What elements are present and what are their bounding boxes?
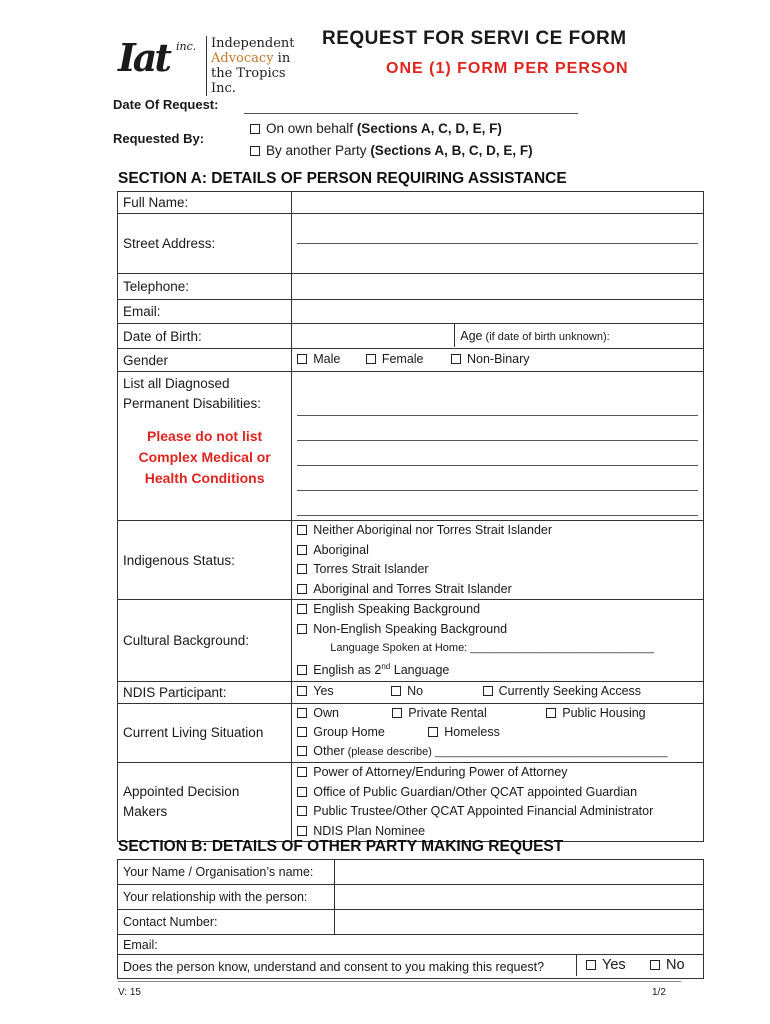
disabilities-line: [297, 466, 698, 491]
telephone-label: Telephone:: [118, 274, 292, 300]
street-address-label: Street Address:: [118, 214, 292, 274]
disabilities-line: [297, 416, 698, 441]
warning-line-3: Health Conditions: [144, 470, 265, 486]
checkbox[interactable]: [392, 708, 402, 718]
option-superscript: nd: [381, 662, 391, 671]
checkbox[interactable]: [428, 727, 438, 737]
gender-male-option[interactable]: [297, 352, 340, 366]
decision-maker-option[interactable]: [297, 783, 698, 803]
consent-divider: [576, 954, 577, 976]
age-text: Age: [460, 329, 483, 343]
your-name-label: Your Name / Organisation’s name:: [118, 860, 335, 885]
cultural-background-label: Cultural Background:: [118, 600, 292, 682]
relationship-label: Your relationship with the person:: [118, 885, 335, 910]
option-text: Aboriginal and Torres Strait Islander: [313, 581, 512, 596]
checkbox[interactable]: [250, 146, 260, 156]
ndis-seeking-option[interactable]: [483, 684, 641, 698]
disabilities-label-line-1: List all Diagnosed: [123, 376, 230, 391]
option-text: English as 2: [313, 663, 382, 678]
organisation-logo: [118, 34, 308, 96]
section-b-table: [117, 859, 704, 979]
logo-line-2: [211, 51, 308, 66]
section-b-title: SECTION B: DETAILS OF OTHER PARTY MAKING REQUEST: [118, 838, 564, 855]
form-subtitle: ONE (1) FORM PER PERSON: [386, 60, 629, 77]
logo-mark: Iat: [118, 35, 169, 80]
option-text: No: [666, 957, 685, 973]
option-text: Office of Public Guardian/Other QCAT appointed Guardian: [313, 784, 638, 799]
form-title: REQUEST FOR SERVI CE FORM: [322, 28, 627, 49]
address-line: [297, 243, 698, 244]
checkbox[interactable]: [586, 960, 596, 970]
living-own-option[interactable]: [297, 704, 339, 724]
option-text: Public Housing: [562, 705, 646, 720]
checkbox[interactable]: [297, 686, 307, 696]
option-text: Yes: [602, 957, 626, 973]
living-row-2: [297, 723, 698, 742]
checkbox[interactable]: [297, 708, 307, 718]
checkbox[interactable]: [297, 624, 307, 634]
option-text: No: [407, 684, 424, 699]
date-of-birth-label: Date of Birth:: [118, 324, 292, 349]
full-name-field[interactable]: [292, 192, 704, 214]
checkbox[interactable]: [451, 354, 461, 364]
footer-divider: [118, 981, 681, 982]
living-group-home-option[interactable]: [297, 723, 385, 743]
decision-maker-option[interactable]: [297, 802, 698, 822]
option-text: Male: [313, 352, 341, 367]
checkbox[interactable]: [483, 686, 493, 696]
date-of-birth-field[interactable]: [292, 324, 704, 349]
telephone-field[interactable]: [292, 274, 704, 300]
living-private-rental-option[interactable]: [392, 704, 487, 724]
gender-label: Gender: [118, 349, 292, 372]
living-other-option[interactable]: [297, 742, 698, 763]
option-text: Female: [381, 352, 424, 367]
consent-no-option[interactable]: [650, 957, 685, 973]
decision-makers-label-cell: [118, 763, 292, 842]
checkbox[interactable]: [391, 686, 401, 696]
section-a-table: [117, 191, 704, 842]
section-a-title: SECTION A: DETAILS OF PERSON REQUIRING ASSISTANCE: [118, 170, 567, 187]
age-label: [460, 329, 609, 343]
warning-line-2: Complex Medical or: [138, 449, 271, 465]
checkbox[interactable]: [297, 806, 307, 816]
option-text: Power of Attorney/Enduring Power of Attorney: [313, 765, 568, 780]
option-text: Other: [313, 743, 345, 758]
living-homeless-option[interactable]: [428, 723, 500, 743]
option-text: Private Rental: [408, 705, 487, 720]
decision-maker-option[interactable]: [297, 763, 698, 783]
requested-by-own-option[interactable]: [250, 121, 502, 136]
checkbox[interactable]: [297, 727, 307, 737]
consent-yes-option[interactable]: [586, 957, 626, 973]
indigenous-status-options: [292, 521, 704, 600]
date-of-request-label: Date Of Request:: [113, 97, 219, 112]
cultural-option[interactable]: [297, 657, 698, 681]
option-text: NDIS Plan Nominee: [313, 823, 426, 838]
email-label: Email:: [118, 300, 292, 324]
ndis-no-option[interactable]: [391, 684, 423, 698]
indigenous-option[interactable]: [297, 580, 698, 600]
page-number: 1/2: [652, 987, 666, 998]
contact-number-label: Contact Number:: [118, 910, 335, 935]
living-other-describe-field[interactable]: (please describe) ______________________________________: [344, 745, 668, 758]
street-address-field[interactable]: [292, 214, 704, 274]
checkbox[interactable]: [250, 124, 260, 134]
checkbox[interactable]: [297, 525, 307, 535]
email-field[interactable]: [292, 300, 704, 324]
checkbox[interactable]: [297, 746, 307, 756]
decision-makers-label-line-1: Appointed Decision: [123, 784, 240, 800]
living-public-housing-option[interactable]: [546, 704, 645, 724]
checkbox[interactable]: [297, 584, 307, 594]
disabilities-line: [297, 391, 698, 416]
full-name-label: Full Name:: [118, 192, 292, 214]
consent-row: [118, 955, 704, 979]
option-sections: (Sections A, B, C, D, E, F): [370, 143, 533, 158]
indigenous-option[interactable]: [297, 521, 698, 541]
indigenous-status-label: Indigenous Status:: [118, 521, 292, 600]
option-text: Aboriginal: [313, 542, 369, 557]
living-row-1: [297, 704, 698, 723]
checkbox[interactable]: [366, 354, 376, 364]
disabilities-label-cell: [118, 372, 292, 521]
checkbox[interactable]: [546, 708, 556, 718]
your-name-field[interactable]: [334, 860, 703, 885]
logo-line-2-accent: Advocacy: [211, 51, 274, 66]
option-text: Group Home: [313, 724, 385, 739]
disabilities-field[interactable]: [292, 372, 704, 521]
option-text: Public Trustee/Other QCAT Appointed Financial Administrator: [313, 804, 654, 819]
disabilities-line: [297, 441, 698, 466]
cultural-option[interactable]: [297, 600, 698, 620]
decision-makers-options: [292, 763, 704, 842]
option-text: Non-Binary: [467, 352, 530, 367]
checkbox[interactable]: [297, 787, 307, 797]
ndis-participant-options: [292, 681, 704, 703]
cultural-option[interactable]: [297, 620, 698, 640]
checkbox[interactable]: [297, 604, 307, 614]
ndis-yes-option[interactable]: [297, 684, 333, 698]
disabilities-label-line-2: Permanent Disabilities:: [123, 396, 262, 411]
logo-line-3: the Tropics Inc.: [211, 66, 286, 96]
logo-inc: inc.: [176, 40, 197, 53]
contact-number-field[interactable]: [334, 910, 703, 935]
disabilities-line: [297, 491, 698, 516]
checkbox[interactable]: [650, 960, 660, 970]
option-text: Neither Aboriginal nor Torres Strait Islander: [313, 523, 553, 537]
cultural-background-options: [292, 600, 704, 682]
living-situation-label: Current Living Situation: [118, 703, 292, 763]
checkbox[interactable]: [297, 545, 307, 555]
language-at-home-field[interactable]: Language Spoken at Home: ______________________________: [330, 642, 654, 654]
decision-makers-label-line-2: Makers: [123, 804, 168, 820]
age-note: (if date of birth unknown):: [482, 331, 610, 343]
gender-nonbinary-option[interactable]: [451, 352, 530, 366]
checkbox[interactable]: [297, 354, 307, 364]
age-divider: [454, 323, 455, 347]
option-text: Yes: [313, 684, 334, 699]
checkbox[interactable]: [297, 564, 307, 574]
gender-options: [292, 349, 704, 372]
option-text-suffix: Language: [390, 663, 450, 678]
email-label: Email:: [118, 935, 704, 955]
gender-female-option[interactable]: [366, 352, 424, 366]
medical-warning: [123, 426, 286, 489]
requested-by-label: Requested By:: [113, 131, 205, 146]
logo-line-1: Independent: [211, 36, 295, 51]
indigenous-option[interactable]: [297, 541, 698, 561]
ndis-participant-label: NDIS Participant:: [118, 681, 292, 703]
consent-question: Does the person know, understand and consent to you making this request?: [123, 959, 545, 974]
option-sections: (Sections A, C, D, E, F): [356, 121, 502, 136]
checkbox[interactable]: [297, 665, 307, 675]
option-text: Non-English Speaking Background: [313, 621, 508, 636]
option-text: English Speaking Background: [313, 602, 481, 616]
logo-line-2-rest: in: [273, 51, 291, 66]
indigenous-option[interactable]: [297, 560, 698, 580]
logo-text: [206, 36, 308, 96]
warning-line-1: Please do not list: [147, 428, 263, 444]
option-text: Homeless: [444, 724, 500, 739]
option-text: Own: [313, 705, 339, 720]
requested-by-other-option[interactable]: [250, 143, 533, 158]
option-text: Currently Seeking Access: [498, 684, 642, 699]
version-number: V: 15: [118, 987, 141, 998]
date-of-request-field[interactable]: [244, 113, 578, 114]
option-text: On own behalf: [266, 121, 357, 136]
checkbox[interactable]: [297, 767, 307, 777]
living-situation-options: [292, 703, 704, 763]
relationship-field[interactable]: [334, 885, 703, 910]
checkbox[interactable]: [297, 826, 307, 836]
option-text: Torres Strait Islander: [313, 562, 429, 576]
option-text: By another Party: [266, 143, 371, 158]
